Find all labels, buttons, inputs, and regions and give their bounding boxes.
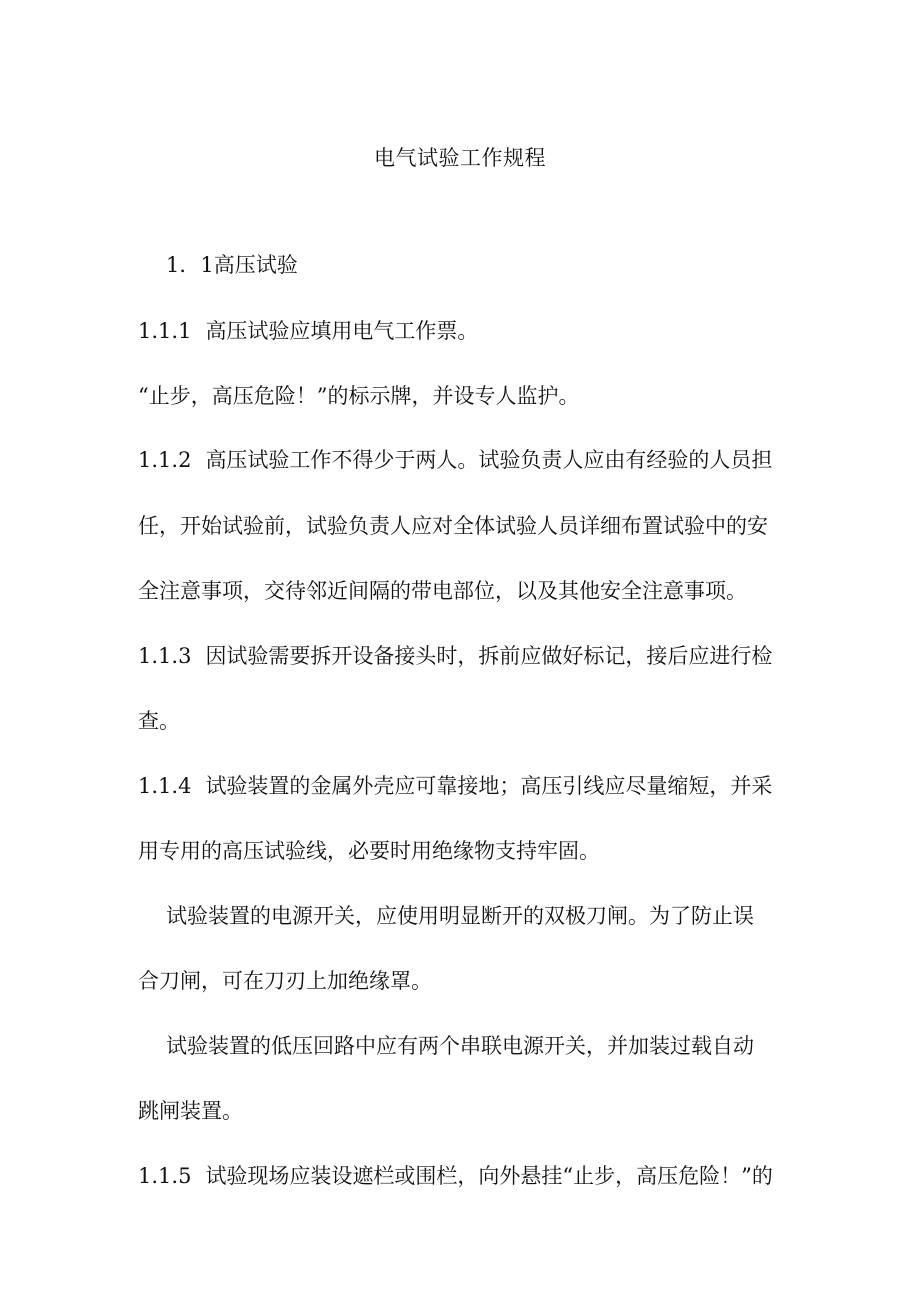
paragraph-line: 全注意事项，交待邻近间隔的带电部位，以及其他安全注意事项。 xyxy=(138,579,747,603)
clause-number: 1.1.5 xyxy=(138,1164,192,1188)
clause-number: 1.1.3 xyxy=(138,644,192,668)
paragraph-1-1-2 xyxy=(138,445,798,475)
paragraph-line: 跳闸装置。 xyxy=(138,1099,243,1123)
paragraph-line: “止步，高压危险！”的标示牌，并设专人监护。 xyxy=(138,384,580,408)
paragraph-line: 因试验需要拆开设备接头时，拆前应做好标记，接后应进行检 xyxy=(205,644,773,668)
clause-number: 1.1.2 xyxy=(138,448,192,472)
paragraph-1-1-1 xyxy=(138,316,798,346)
paragraph-1-1-5 xyxy=(138,1161,798,1191)
document-title: 电气试验工作规程 xyxy=(374,146,546,170)
paragraph-line: 查。 xyxy=(138,709,180,733)
paragraph-line: 高压试验工作不得少于两人。试验负责人应由有经验的人员担 xyxy=(205,448,773,472)
section-heading: 1．1高压试验 xyxy=(166,253,298,277)
clause-number: 1.1.1 xyxy=(138,319,192,343)
paragraph-line: 任，开始试验前，试验负责人应对全体试验人员详细布置试验中的安 xyxy=(138,514,768,538)
paragraph-line: 高压试验应填用电气工作票。 xyxy=(205,319,479,343)
clause-number: 1.1.4 xyxy=(138,774,192,798)
paragraph-1-1-4 xyxy=(138,771,798,801)
paragraph-line: 试验现场应装设遮栏或围栏，向外悬挂“止步，高压危险！”的 xyxy=(205,1164,773,1188)
paragraph-line: 用专用的高压试验线，必要时用绝缘物支持牢固。 xyxy=(138,839,600,863)
paragraph-low-voltage-loop: 试验装置的低压回路中应有两个串联电源开关，并加装过载自动 xyxy=(166,1034,754,1058)
paragraph-1-1-3 xyxy=(138,641,798,671)
paragraph-line: 试验装置的金属外壳应可靠接地；高压引线应尽量缩短，并采 xyxy=(205,774,773,798)
paragraph-warning-sign xyxy=(138,381,798,411)
paragraph-power-switch: 试验装置的电源开关，应使用明显断开的双极刀闸。为了防止误 xyxy=(166,904,754,928)
paragraph-line: 合刀闸，可在刀刃上加绝缘罩。 xyxy=(138,969,432,993)
